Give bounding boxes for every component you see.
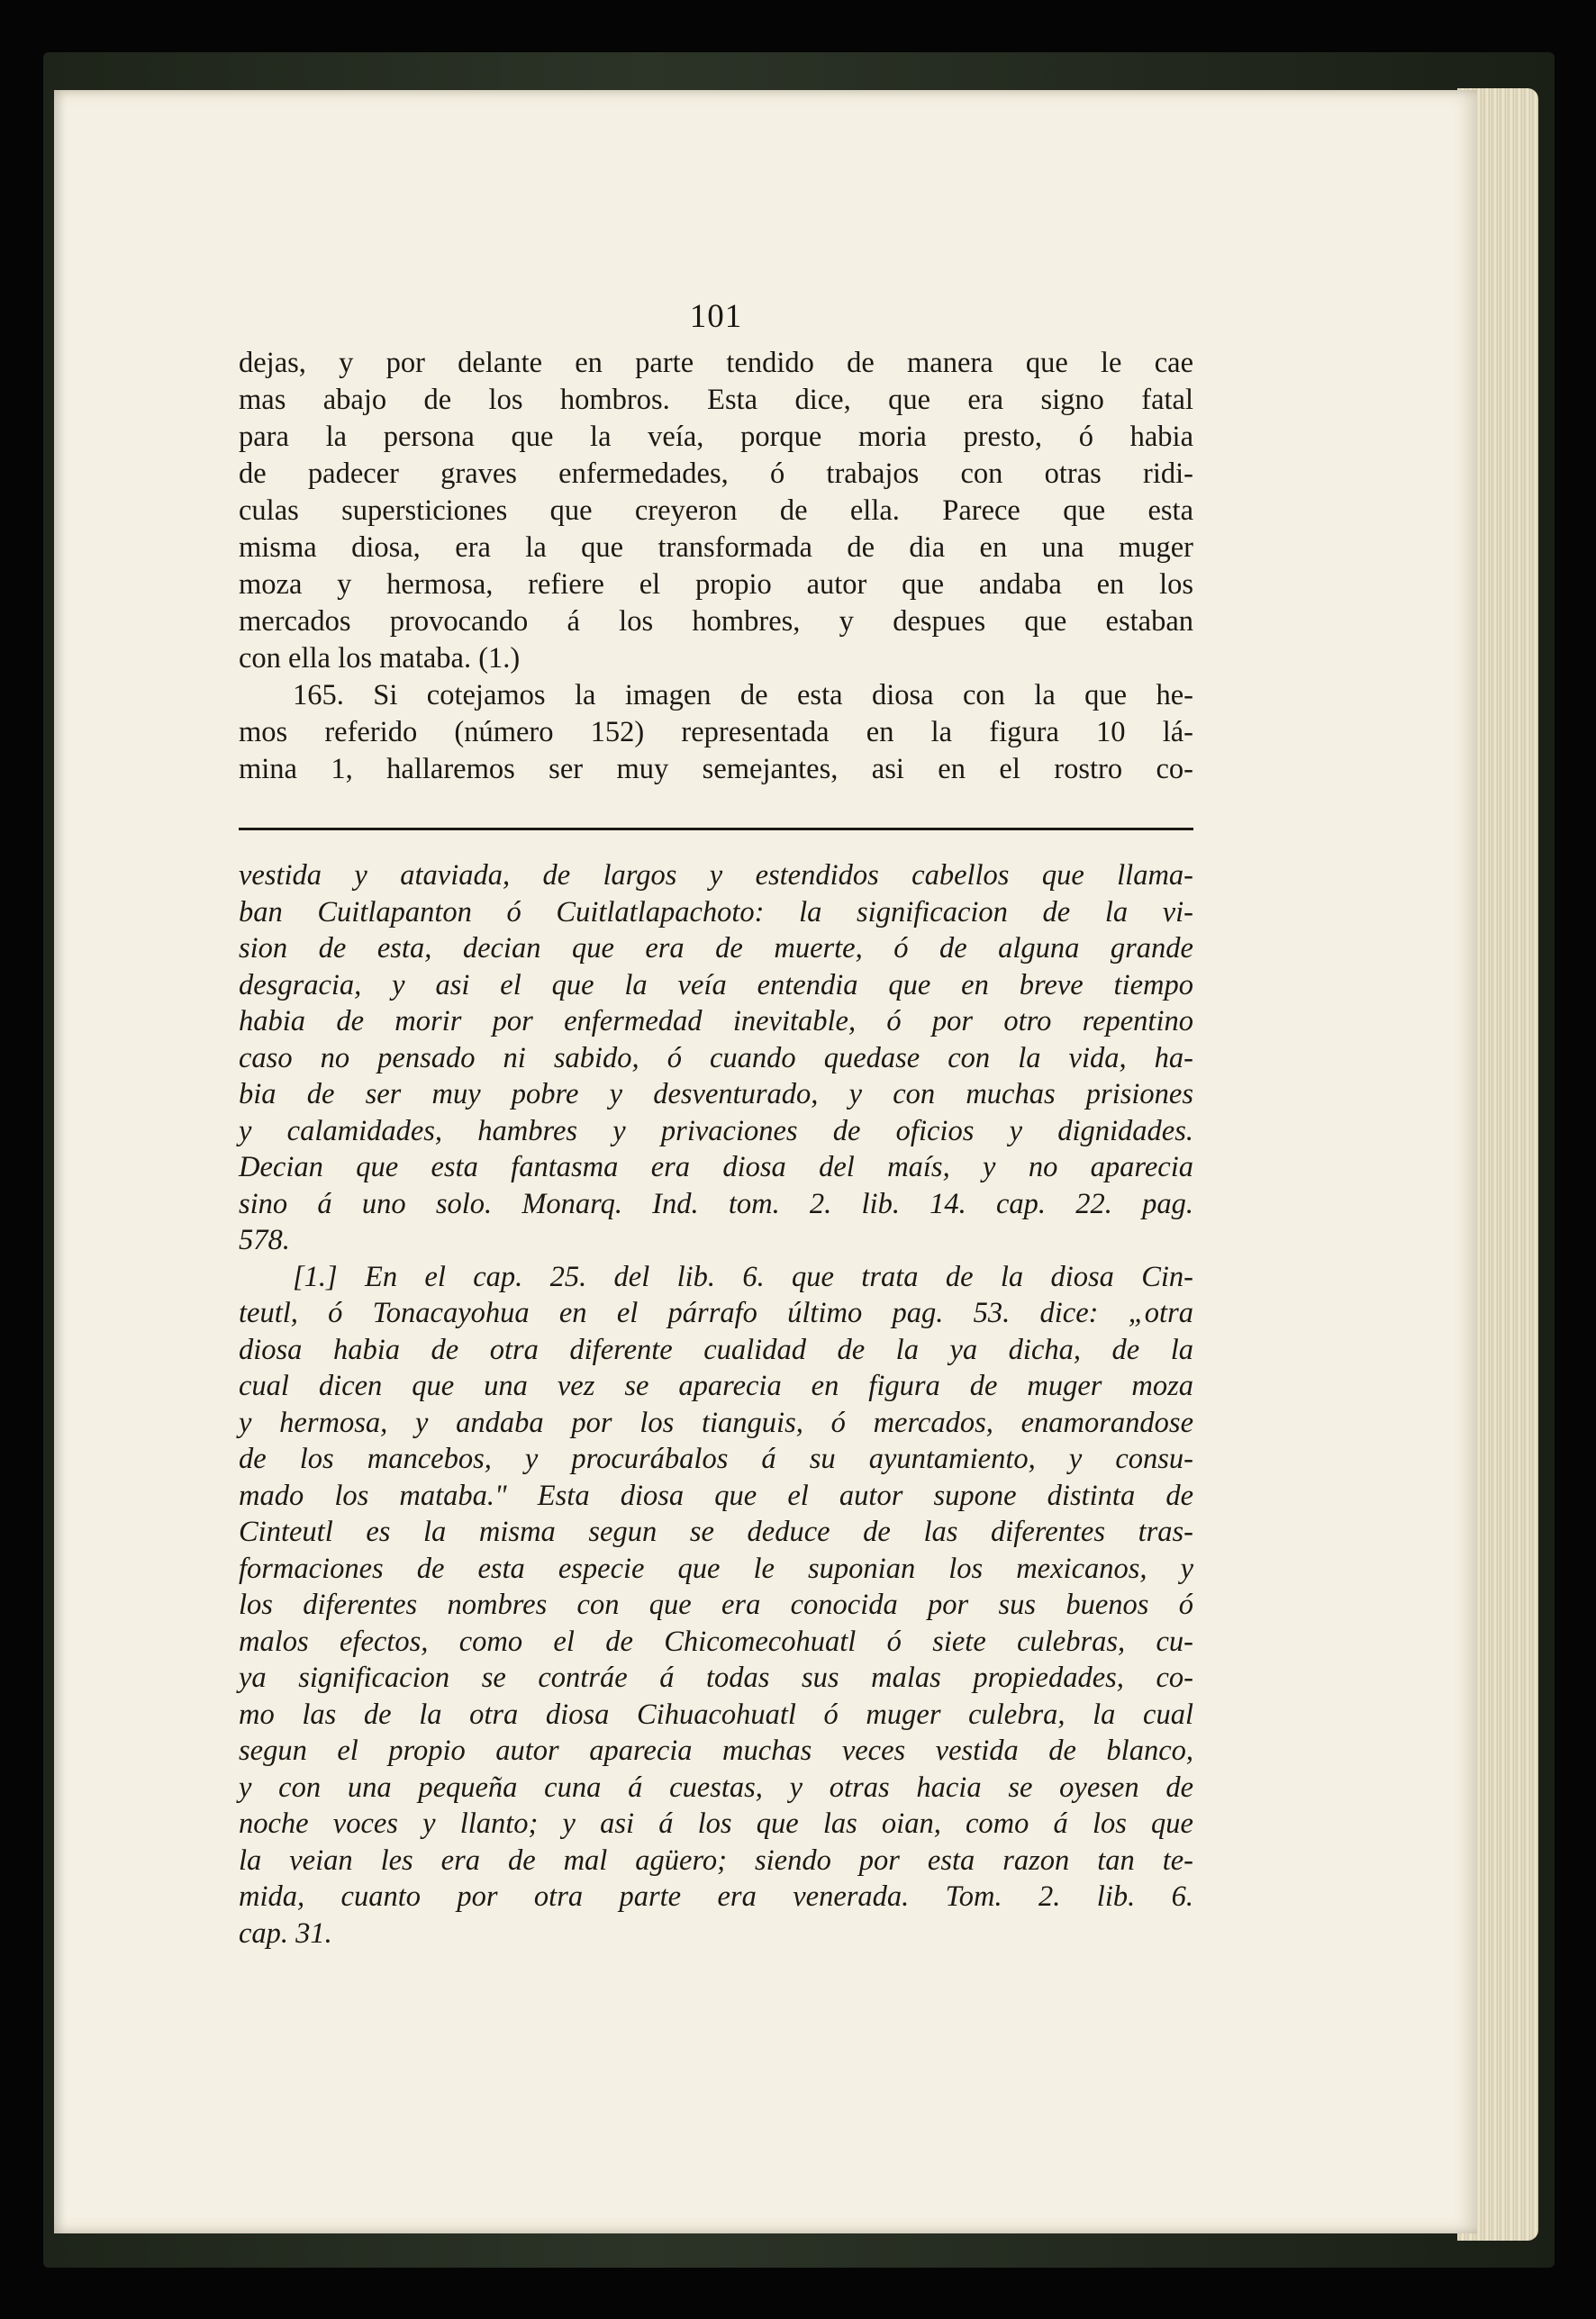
text-line: mercados provocando á los hombres, y despues que estaban	[239, 605, 1193, 638]
footnote-line: diosa habia de otra diferente cualidad de la ya dicha, de la	[239, 1333, 1193, 1366]
footnote-line: ban Cuitlapanton ó Cuitlatlapachoto: la significacion de la vi-	[239, 895, 1193, 929]
footnote-line: malos efectos, como el de Chicomecohuatl ó siete culebras, cu-	[239, 1625, 1193, 1658]
footnote-1	[239, 1259, 1193, 1952]
footnote-line: y calamidades, hambres y privaciones de oficios y dignidades.	[239, 1114, 1193, 1147]
main-text	[239, 345, 1193, 788]
footnote-line: noche voces y llanto; y asi á los que las oian, como á los que	[239, 1807, 1193, 1840]
footnote-line: formaciones de esta especie que le suponian los mexicanos, y	[239, 1552, 1193, 1585]
text-line: moza y hermosa, refiere el propio autor que andaba en los	[239, 568, 1193, 601]
footnote-line: mo las de la otra diosa Cihuacohuatl ó muger culebra, la cual	[239, 1698, 1193, 1731]
footnote-line: la veian les era de mal agüero; siendo por esta razon tan te-	[239, 1843, 1193, 1877]
footnote-line: los diferentes nombres con que era conocida por sus buenos ó	[239, 1589, 1193, 1621]
footnote-line: mida, cuanto por otra parte era venerada. Tom. 2. lib. 6.	[239, 1880, 1193, 1913]
footnote-line: bia de ser muy pobre y desventurado, y con muchas prisiones	[239, 1078, 1193, 1110]
text-line: culas supersticiones que creyeron de ella. Parece que esta	[239, 494, 1193, 527]
footnote-line: de los mancebos, y procurábalos á su ayuntamiento, y consu-	[239, 1443, 1193, 1475]
text-line: misma diosa, era la que transformada de dia en una muger	[239, 531, 1193, 564]
footnote-line: caso no pensado ni sabido, ó cuando quedase con la vida, ha-	[239, 1041, 1193, 1074]
footnote-line: [1.] En el cap. 25. del lib. 6. que trata de la diosa Cin-	[293, 1260, 1193, 1293]
footnote-line: sino á uno solo. Monarq. Ind. tom. 2. lib. 14. cap. 22. pag.	[239, 1187, 1193, 1220]
page-number: 101	[689, 298, 743, 335]
footnote-line: habia de morir por enfermedad inevitable, ó por otro repentino	[239, 1005, 1193, 1037]
footnote-line: cap. 31.	[239, 1916, 332, 1950]
text-line: de padecer graves enfermedades, ó trabajos con otras ridi-	[239, 457, 1193, 490]
footnote-line: mado los mataba." Esta diosa que el autor supone distinta de	[239, 1479, 1193, 1512]
footnote-line: 578.	[239, 1224, 290, 1256]
footnote-line: y con una pequeña cuna á cuestas, y otras hacia se oyesen de	[239, 1771, 1193, 1804]
footnote-line: teutl, ó Tonacayohua en el párrafo último pag. 53. dice: „otra	[239, 1297, 1193, 1329]
footnote-line: segun el propio autor aparecia muchas veces vestida de blanco,	[239, 1735, 1193, 1767]
footnote-line: cual dicen que una vez se aparecia en figura de muger moza	[239, 1370, 1193, 1402]
text-line: dejas, y por delante en parte tendido de manera que le cae	[239, 347, 1193, 379]
text-line: mas abajo de los hombros. Esta dice, que era signo fatal	[239, 384, 1193, 416]
footnote-line: vestida y ataviada, de largos y estendidos cabellos que llama-	[239, 859, 1193, 892]
text-line: mos referido (número 152) representada en la figura 10 lá-	[239, 716, 1193, 748]
footnote-continued	[239, 857, 1193, 1259]
footnote-line: y hermosa, y andaba por los tianguis, ó mercados, enamorandose	[239, 1406, 1193, 1439]
text-line: mina 1, hallaremos ser muy semejantes, asi en el rostro co-	[239, 753, 1193, 785]
text-block	[239, 297, 1193, 1952]
text-line: para la persona que la veía, porque moria presto, ó habia	[239, 421, 1193, 453]
footnote-line: sion de esta, decian que era de muerte, ó de alguna grande	[239, 932, 1193, 965]
footnote-line: ya significacion se contráe á todas sus malas propiedades, co-	[239, 1662, 1193, 1694]
footnote-line: Cinteutl es la misma segun se deduce de las diferentes tras-	[239, 1516, 1193, 1548]
footnote-line: desgracia, y asi el que la veía entendia que en breve tiempo	[239, 968, 1193, 1001]
text-line: con ella los mataba. (1.)	[239, 642, 521, 675]
text-line: 165. Si cotejamos la imagen de esta diosa con la que he-	[293, 679, 1193, 711]
footnote-rule	[239, 828, 1193, 830]
footnote-line: Decian que esta fantasma era diosa del maís, y no aparecia	[239, 1151, 1193, 1183]
